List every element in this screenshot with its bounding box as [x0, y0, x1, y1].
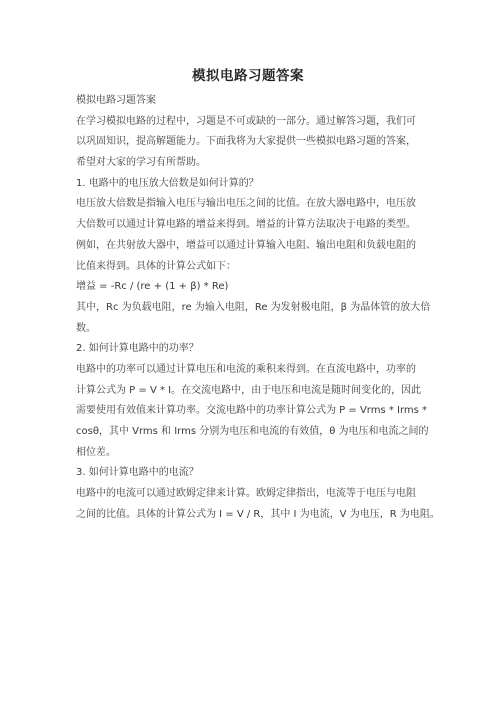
paragraph-line: 在学习模拟电路的过程中，习题是不可或缺的一部分。通过解答习题，我们可	[76, 115, 416, 127]
document-body	[76, 91, 446, 525]
paragraph-line: 例如，在共射放大器中，增益可以通过计算输入电阻、输出电阻和负载电阻的	[76, 239, 416, 251]
page-title: 模拟电路习题答案	[192, 68, 304, 84]
paragraph-line: 电路中的电流可以通过欧姆定律来计算。欧姆定律指出，电流等于电压与电阻	[76, 488, 416, 500]
paragraph-line: 之间的比值。具体的计算公式为 I = V / R，其中 I 为电流，V 为电压，R 为电阻。	[76, 508, 440, 520]
paragraph-line: cosθ，其中 Vrms 和 Irms 分别为电压和电流的有效值，θ 为电压和电流之间的	[76, 426, 429, 437]
paragraph-line: 数。	[76, 322, 96, 334]
paragraph-line: 计算公式为 P = V * I。在交流电路中，由于电压和电流是随时间变化的，因此	[76, 384, 422, 396]
question-heading: 3. 如何计算电路中的电流？	[76, 467, 199, 479]
paragraph-line: 其中，Rc 为负载电阻，re 为输入电阻，Re 为发射极电阻，β 为晶体管的放大倍	[76, 301, 431, 313]
paragraph-line: 需要使用有效值来计算功率。交流电路中的功率计算公式为 P = Vrms * Irms *	[76, 405, 428, 417]
paragraph-line: 大倍数可以通过计算电路的增益来得到。增益的计算方法取决于电路的类型。	[76, 219, 416, 231]
paragraph-line: 相位差。	[76, 446, 116, 458]
paragraph-line: 电路中的功率可以通过计算电压和电流的乘积来得到。在直流电路中，功率的	[76, 363, 416, 375]
paragraph-line: 电压放大倍数是指输入电压与输出电压之间的比值。在放大器电路中，电压放	[76, 198, 416, 210]
formula-line: 增益 = -Rc / (re + (1 + β) * Re)	[76, 281, 229, 293]
paragraph-line: 以巩固知识，提高解题能力。下面我将为大家提供一些模拟电路习题的答案，	[76, 136, 416, 148]
question-heading: 1. 电路中的电压放大倍数是如何计算的？	[76, 177, 259, 189]
paragraph-line: 希望对大家的学习有所帮助。	[76, 157, 206, 169]
paragraph-line: 比值来得到。具体的计算公式如下：	[76, 260, 236, 272]
question-heading: 2. 如何计算电路中的功率？	[76, 343, 199, 355]
subtitle-line: 模拟电路习题答案	[76, 95, 156, 106]
